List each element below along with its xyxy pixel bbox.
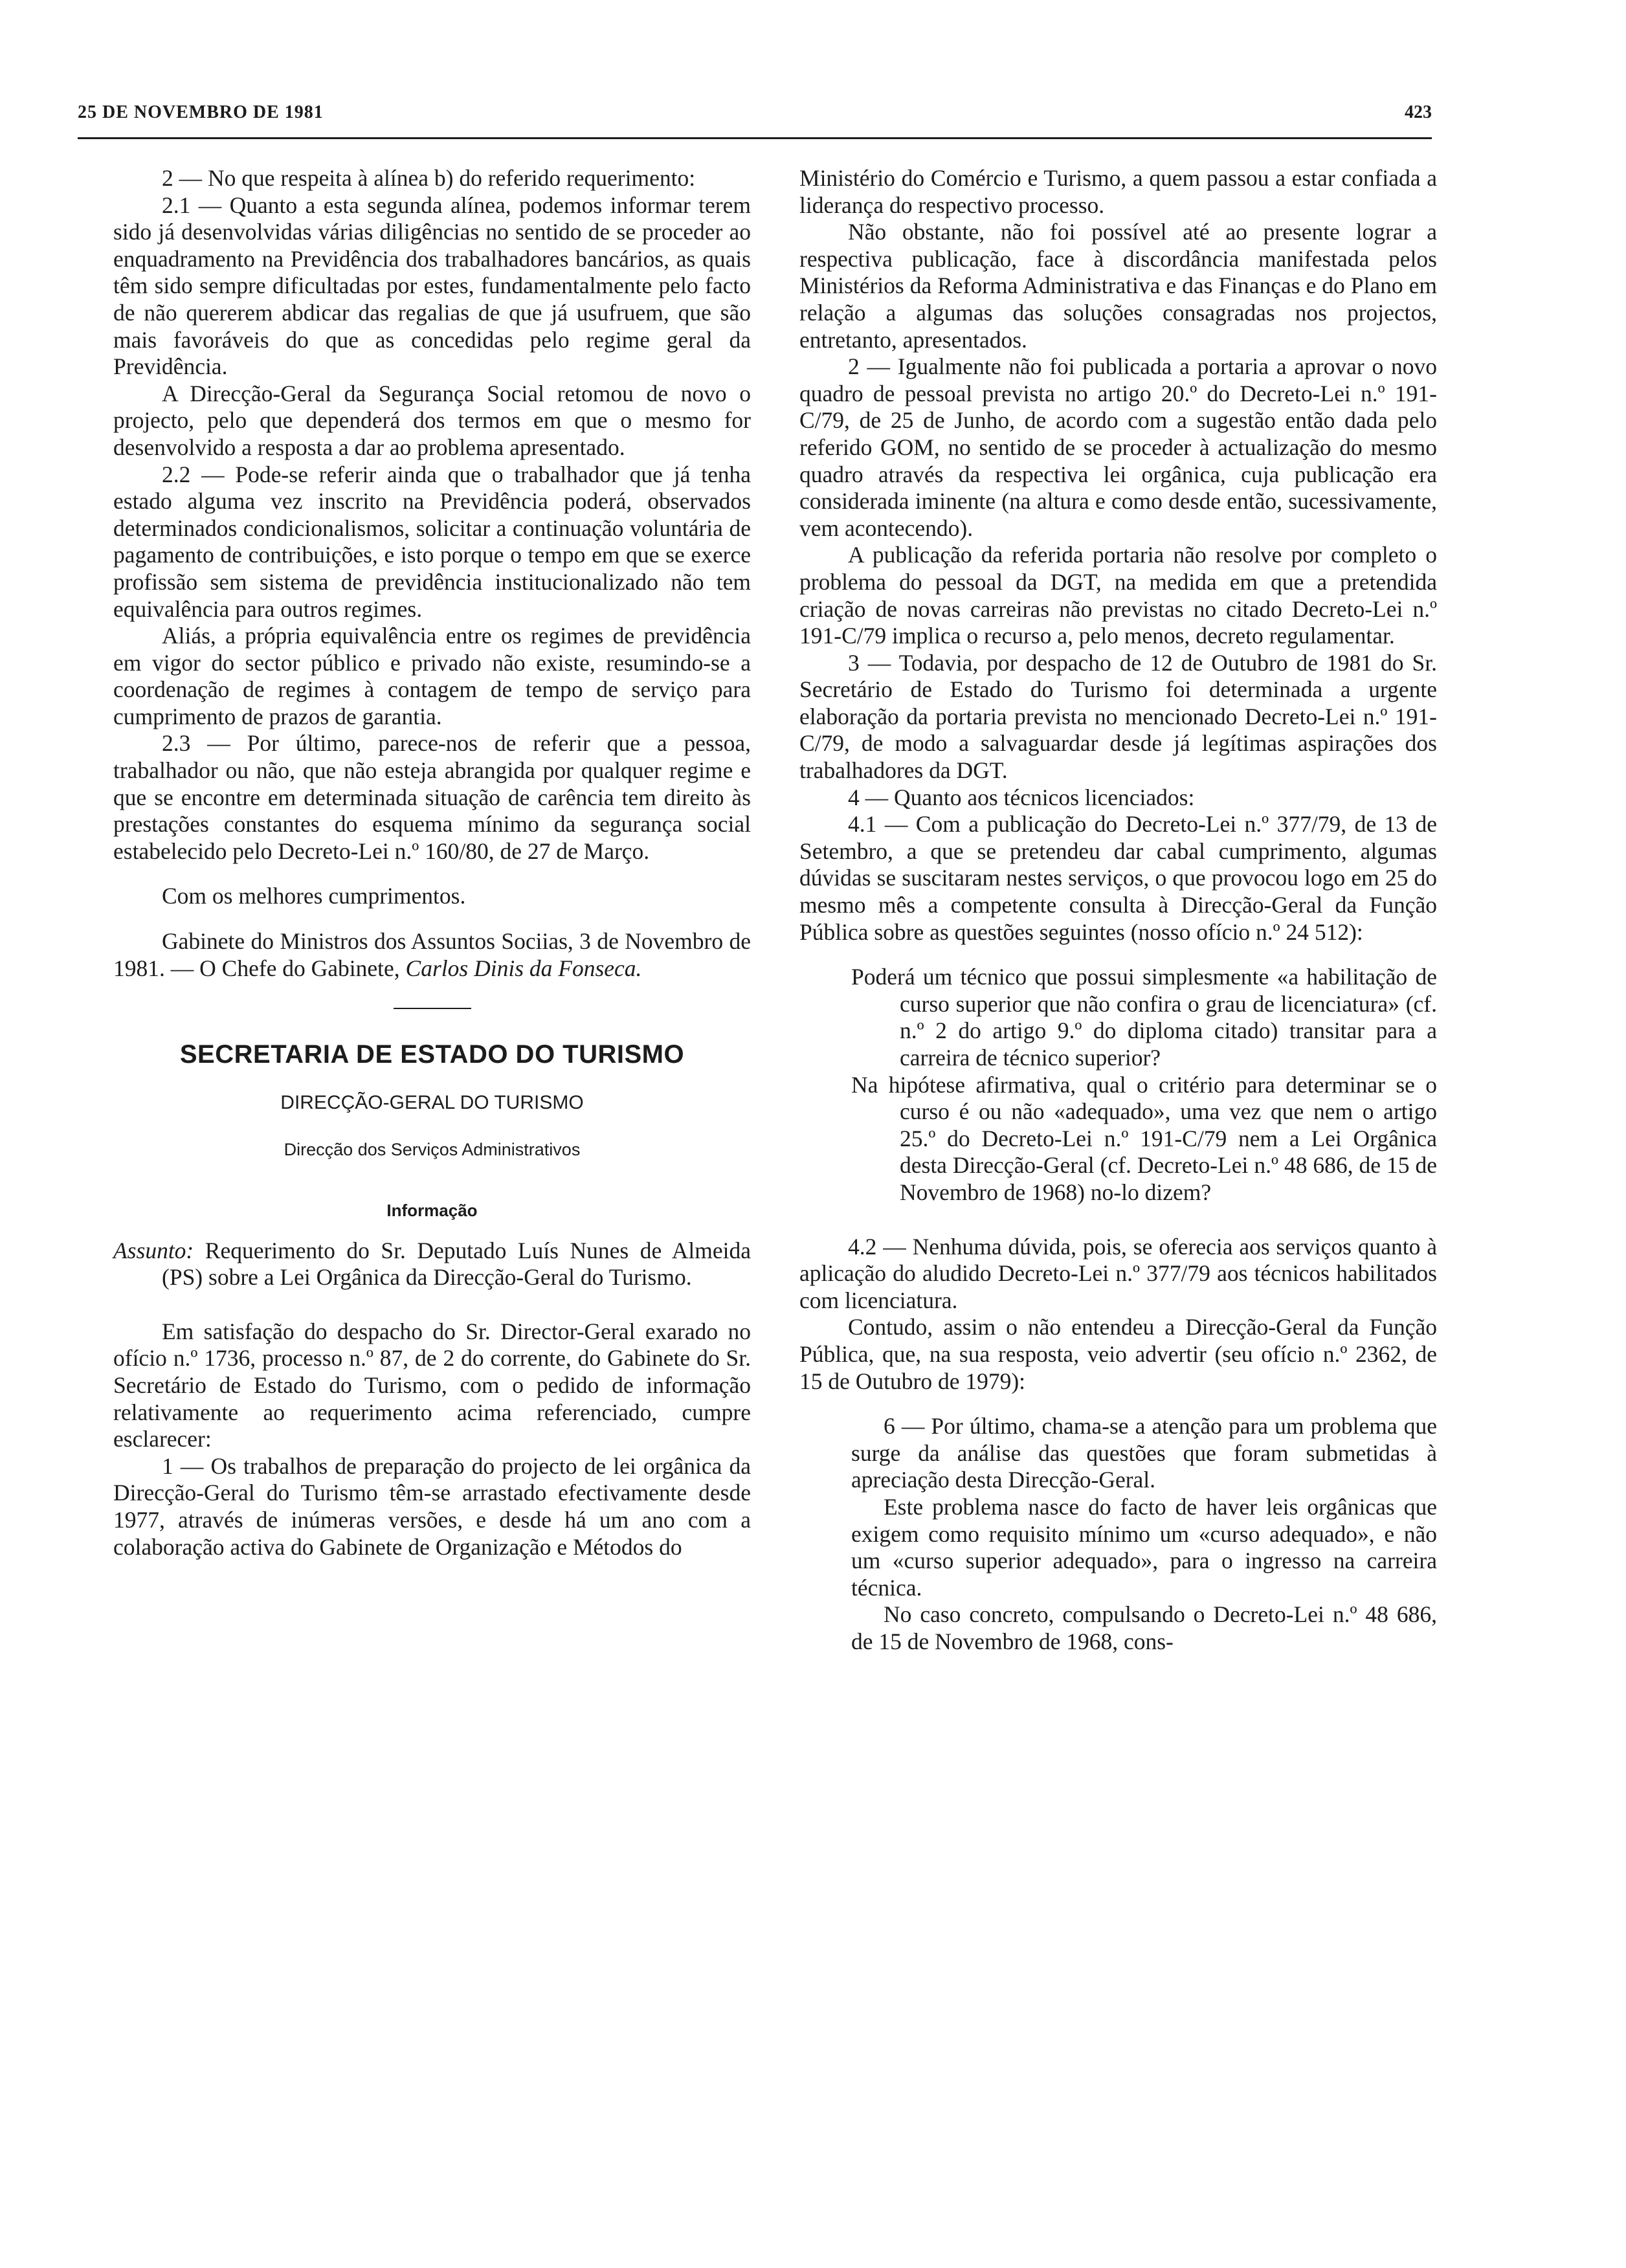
left-column xyxy=(113,165,751,1561)
paragraph: 2 — Igualmente não foi publicada a portaria a aprovar o novo quadro de pessoal prevista no artigo 20.º do Decreto-Lei n.º 191-C/79, de 25 de Junho, de acordo com a sugestão então dada pelo referido GOM, no sentido de se proceder à actualização do mesmo quadro através da respectiva lei orgânica, cuja publicação era considerada iminente (na altura e como desde então, sucessivamente, vem acontecendo). xyxy=(799,353,1437,541)
section-title: SECRETARIA DE ESTADO DO TURISMO xyxy=(179,1040,685,1069)
paragraph: 2.1 — Quanto a esta segunda alínea, podemos informar terem sido já desenvolvidas várias diligências no sentido de se proceder ao enquadramento na Previdência dos trabalhadores bancários, as quais têm sido sempre dificultadas por estes, fundamentalmente pelo facto de não quererem abdicar das regalias de que já usufruem, que são mais favoráveis do que as concedidas pelo regime geral da Previdência. xyxy=(113,192,751,380)
signature-name: Carlos Dinis da Fonseca. xyxy=(405,955,642,981)
page-number: 423 xyxy=(1405,102,1432,122)
paragraph: 1 — Os trabalhos de preparação do projecto de lei orgânica da Direcção-Geral do Turismo têm-se arrastado efectivamente desde 1977, através de inúmeras versões, e desde há um ano com a colaboração activa do Gabinete de Organização e Métodos do xyxy=(113,1452,751,1560)
subject-line xyxy=(113,1238,751,1291)
header-rule xyxy=(78,137,1432,139)
closing-line: Com os melhores cumprimentos. xyxy=(162,883,466,909)
section-department: Direcção dos Serviços Administrativos xyxy=(284,1140,581,1160)
separator-rule xyxy=(394,1008,471,1009)
paragraph: 3 — Todavia, por despacho de 12 de Outubro de 1981 do Sr. Secretário de Estado do Turismo foi determinada a urgente elaboração da portaria prevista no mencionado Decreto-Lei n.º 191-C/79, de modo a salvaguardar desde já legítimas aspirações dos trabalhadores da DGT. xyxy=(799,649,1437,784)
paragraph: 2.2 — Pode-se referir ainda que o trabalhador que já tenha estado alguma vez inscrito na Previdência poderá, observados determinados condicionalismos, solicitar a continuação voluntária de pagamento de contribuições, e isto porque o tempo em que se exerce profissão sem sistema de previdência institucionalizado não tem equivalência para outros regimes. xyxy=(113,461,751,622)
paragraph: Aliás, a própria equivalência entre os regimes de previdência em vigor do sector público e privado não existe, resumindo-se a coordenação de regimes à contagem de tempo de serviço para cumprimento de prazos de garantia. xyxy=(113,623,751,729)
subject-label: Assunto: xyxy=(113,1237,194,1263)
signature xyxy=(113,928,751,982)
quoted-paragraph: No caso concreto, compulsando o Decreto-Lei n.º 48 686, de 15 de Novembro de 1968, cons- xyxy=(851,1601,1437,1654)
quoted-paragraph: Este problema nasce do facto de haver leis orgânicas que exigem como requisito mínimo um «curso adequado», e não um «curso superior adequado», para o ingresso na carreira técnica. xyxy=(851,1493,1437,1601)
header-date: 25 DE NOVEMBRO DE 1981 xyxy=(78,102,324,122)
right-column xyxy=(799,165,1437,1655)
paragraph: Ministério do Comércio e Turismo, a quem passou a estar confiada a liderança do respectivo processo. xyxy=(799,165,1437,218)
quoted-reply xyxy=(851,1413,1437,1655)
paragraph: Não obstante, não foi possível até ao presente lograr a respectiva publicação, face à discordância manifestada pelos Ministérios da Reforma Administrativa e das Finanças e do Plano em relação a algumas das soluções consagradas nos projectos, entretanto, apresentados. xyxy=(799,219,1437,353)
paragraph: 4.2 — Nenhuma dúvida, pois, se oferecia aos serviços quanto à aplicação do aludido Decreto-Lei n.º 377/79 aos técnicos habilitados com licenciatura. xyxy=(799,1233,1437,1313)
paragraph: 4.1 — Com a publicação do Decreto-Lei n.º 377/79, de 13 de Setembro, a que se pretendeu dar cabal cumprimento, algumas dúvidas se suscitaram nestes serviços, o que provocou logo em 25 do mesmo mês a competente consulta à Direcção-Geral da Função Pública sobre as questões seguintes (nosso ofício n.º 24 512): xyxy=(799,811,1437,945)
quoted-paragraph: 6 — Por último, chama-se a atenção para um problema que surge da análise das questões que foram submetidas à apreciação desta Direcção-Geral. xyxy=(851,1413,1437,1493)
paragraph: 4 — Quanto aos técnicos licenciados: xyxy=(848,784,1195,810)
subject-text: Requerimento do Sr. Deputado Luís Nunes de Almeida (PS) sobre a Lei Orgânica da Direcção-Geral do Turismo. xyxy=(162,1237,752,1291)
paragraph: A publicação da referida portaria não resolve por completo o problema do pessoal da DGT, na medida em que a pretendida criação de novas carreiras não previstas no citado Decreto-Lei n.º 191-C/79 implica o recurso a, pelo menos, decreto regulamentar. xyxy=(799,542,1437,649)
quoted-questions xyxy=(851,964,1437,1206)
paragraph: A Direcção-Geral da Segurança Social retomou de novo o projecto, pelo que dependerá dos termos em que o mesmo for desenvolvido a resposta a dar ao problema apresentado. xyxy=(113,380,751,460)
document-heading: Informação xyxy=(386,1201,478,1220)
quoted-question: Na hipótese afirmativa, qual o critério para determinar se o curso é ou não «adequado», uma vez que nem o artigo 25.º do Decreto-Lei n.º 191-C/79 nem a Lei Orgânica desta Direcção-Geral (cf. Decreto-Lei n.º 48 686, de 15 de Novembro de 1968) no-lo dizem? xyxy=(851,1071,1437,1205)
page-header xyxy=(78,97,1432,136)
paragraph: 2.3 — Por último, parece-nos de referir que a pessoa, trabalhador ou não, que não esteja abrangida por qualquer regime e que se encontre em determinada situação de carência tem direito às prestações constantes do esquema mínimo da segurança social estabelecido pelo Decreto-Lei n.º 160/80, de 27 de Março. xyxy=(113,730,751,864)
signature-text: Gabinete do Ministros dos Assuntos Sociias, 3 de Novembro de 1981. — O Chefe do Gabinete, xyxy=(113,928,751,981)
section-subtitle: DIRECÇÃO-GERAL DO TURISMO xyxy=(280,1091,584,1113)
quoted-question: Poderá um técnico que possui simplesmente «a habilitação de curso superior que não confira o grau de licenciatura» (cf. n.º 2 do artigo 9.º do diploma citado) transitar para a carreira de técnico superior? xyxy=(851,964,1437,1071)
paragraph: 2 — No que respeita à alínea b) do referido requerimento: xyxy=(162,165,696,191)
paragraph: Em satisfação do despacho do Sr. Director-Geral exarado no ofício n.º 1736, processo n.º 87, de 2 do corrente, do Gabinete do Sr. Secretário de Estado do Turismo, com o pedido de informação relativamente ao requerimento acima referenciado, cumpre esclarecer: xyxy=(113,1318,751,1452)
paragraph: Contudo, assim o não entendeu a Direcção-Geral da Função Pública, que, na sua resposta, veio advertir (seu ofício n.º 2362, de 15 de Outubro de 1979): xyxy=(799,1314,1437,1394)
